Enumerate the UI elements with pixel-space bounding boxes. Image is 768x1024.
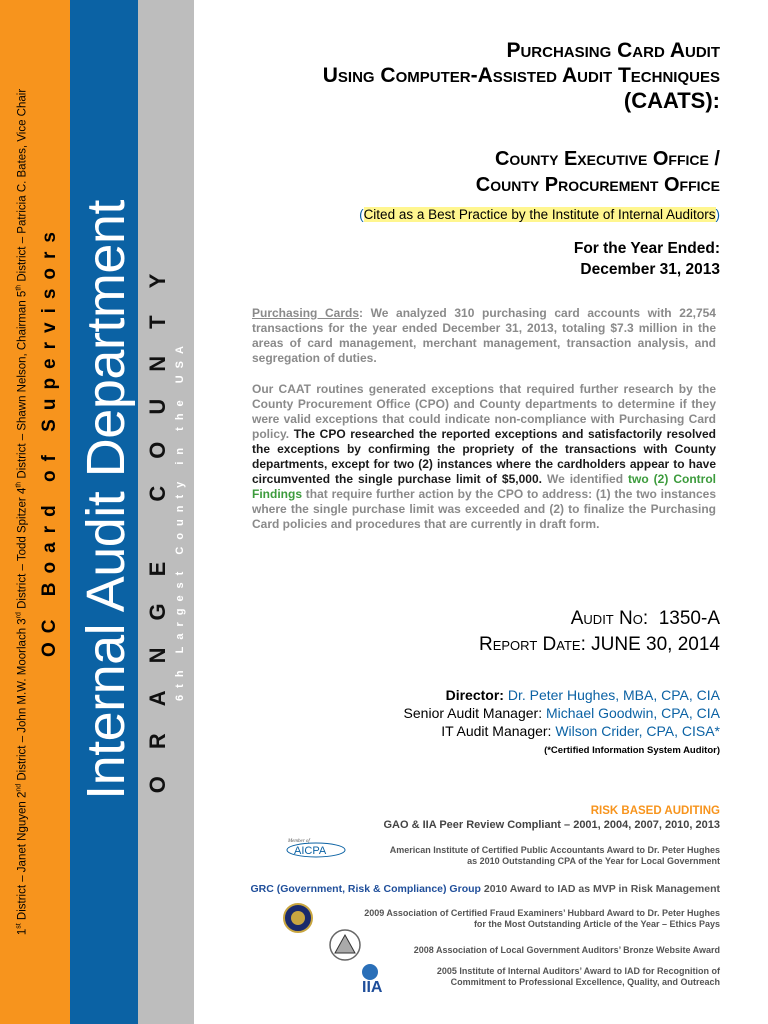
office-line-1: County Executive Office / <box>494 148 720 170</box>
award-iia: 2005 Institute of Internal Auditors’ Award to IAD for Recognition of Commitment to Professional Excellence, Quality, and Outreach <box>436 966 720 987</box>
cited-note: (Cited as a Best Practice by the Institute of Internal Auditors) <box>359 207 720 222</box>
control-findings-link[interactable]: two (2) Control Findings <box>252 472 716 501</box>
office-title <box>476 146 720 198</box>
acfe-seal-icon <box>283 903 313 933</box>
report-date: Report Date: JUNE 30, 2014 <box>478 634 720 655</box>
cited-highlight: Cited as a Best Practice by the Institute of Internal Auditors <box>363 207 716 222</box>
svg-text:IIA: IIA <box>362 979 383 994</box>
award-grc: GRC (Government, Risk & Compliance) Group 2010 Award to IAD as MVP in Risk Management <box>250 883 720 895</box>
director-line: Director: Dr. Peter Hughes, MBA, CPA, CIA <box>445 687 720 703</box>
summary-paragraph-2: Our CAAT routines generated exceptions that required further research by the County Procurement Office (CPO) and County departments to determine if they were valid exceptions that could indicate non-compliance with Purchasing Card policy. The CPO researched the reported exceptions and satisfactorily resolved the exceptions by confirming the propriety of the transactions with County departments, except for two (2) instances where the cardholders appear to have circumvented the single purchase limit of $5,000. We identified two (2) Control Findings that require further action by the CPO to address: (1) the two instances where the single purchase limit was exceeded and (2) to finalize the Purchasing Card policies and procedures that are currently in draft form. <box>252 382 716 531</box>
audit-info <box>479 606 720 658</box>
year-ended <box>574 238 720 280</box>
year-label: For the Year Ended: <box>573 240 720 257</box>
board-title: OC Board of Supervisors <box>39 223 60 657</box>
peer-review-line: GAO & IIA Peer Review Compliant – 2001, 2004, 2007, 2010, 2013 <box>383 819 720 831</box>
department-title: Internal Audit Department <box>76 200 136 800</box>
audit-number: Audit No: 1350-A <box>570 608 720 629</box>
risk-based-auditing <box>384 805 721 831</box>
county-title: ORANGE COUNTY <box>145 246 170 794</box>
office-line-2: County Procurement Office <box>475 174 720 196</box>
algal-emblem-icon <box>328 928 362 962</box>
aicpa-logo-icon <box>286 836 346 858</box>
staff-note: (*Certified Information System Auditor) <box>544 745 720 756</box>
rba-title: RISK BASED AUDITING <box>590 805 720 817</box>
svg-text:Member of: Member of <box>288 839 310 844</box>
report-title <box>323 38 720 113</box>
summary-paragraph-1: Purchasing Cards: We analyzed 310 purchasing card accounts with 22,754 transactions for the year ended December 31, 2013, totaling $7.3 million in the areas of card management, merchant management, transaction analysis, and segregation of duties. <box>252 306 716 365</box>
award-algal: 2008 Association of Local Government Auditors’ Bronze Website Award <box>413 945 720 955</box>
county-subtitle: 6th Largest County in the USA <box>174 339 186 701</box>
board-members: 1st District – Janet Nguyen 2nd District – John M.W. Moorlach 3rd District – Todd Spitzer 4th District – Shawn Nelson, Chairman 5th District – Patricia C. Bates, Vice Chair <box>15 88 29 936</box>
svg-text:AICPA: AICPA <box>294 845 327 857</box>
staff-list <box>404 686 720 760</box>
award-acfe: 2009 Association of Certified Fraud Examiners’ Hubbard Award to Dr. Peter Hughes for the Most Outstanding Article of the Year – Ethics Pays <box>364 908 720 929</box>
title-line-1: Purchasing Card Audit <box>506 39 720 62</box>
year-date: December 31, 2013 <box>580 261 720 278</box>
senior-audit-manager-line: Senior Audit Manager: Michael Goodwin, CPA, CIA <box>403 705 720 721</box>
title-line-3: (CAATS): <box>623 88 720 113</box>
iia-logo-icon <box>360 962 396 994</box>
it-audit-manager-line: IT Audit Manager: Wilson Crider, CPA, CISA* <box>441 723 720 739</box>
title-line-2: Using Computer-Assisted Audit Techniques <box>322 64 720 87</box>
award-aicpa: American Institute of Certified Public Accountants Award to Dr. Peter Hughes as 2010 Outstanding CPA of the Year for Local Government <box>389 845 720 866</box>
